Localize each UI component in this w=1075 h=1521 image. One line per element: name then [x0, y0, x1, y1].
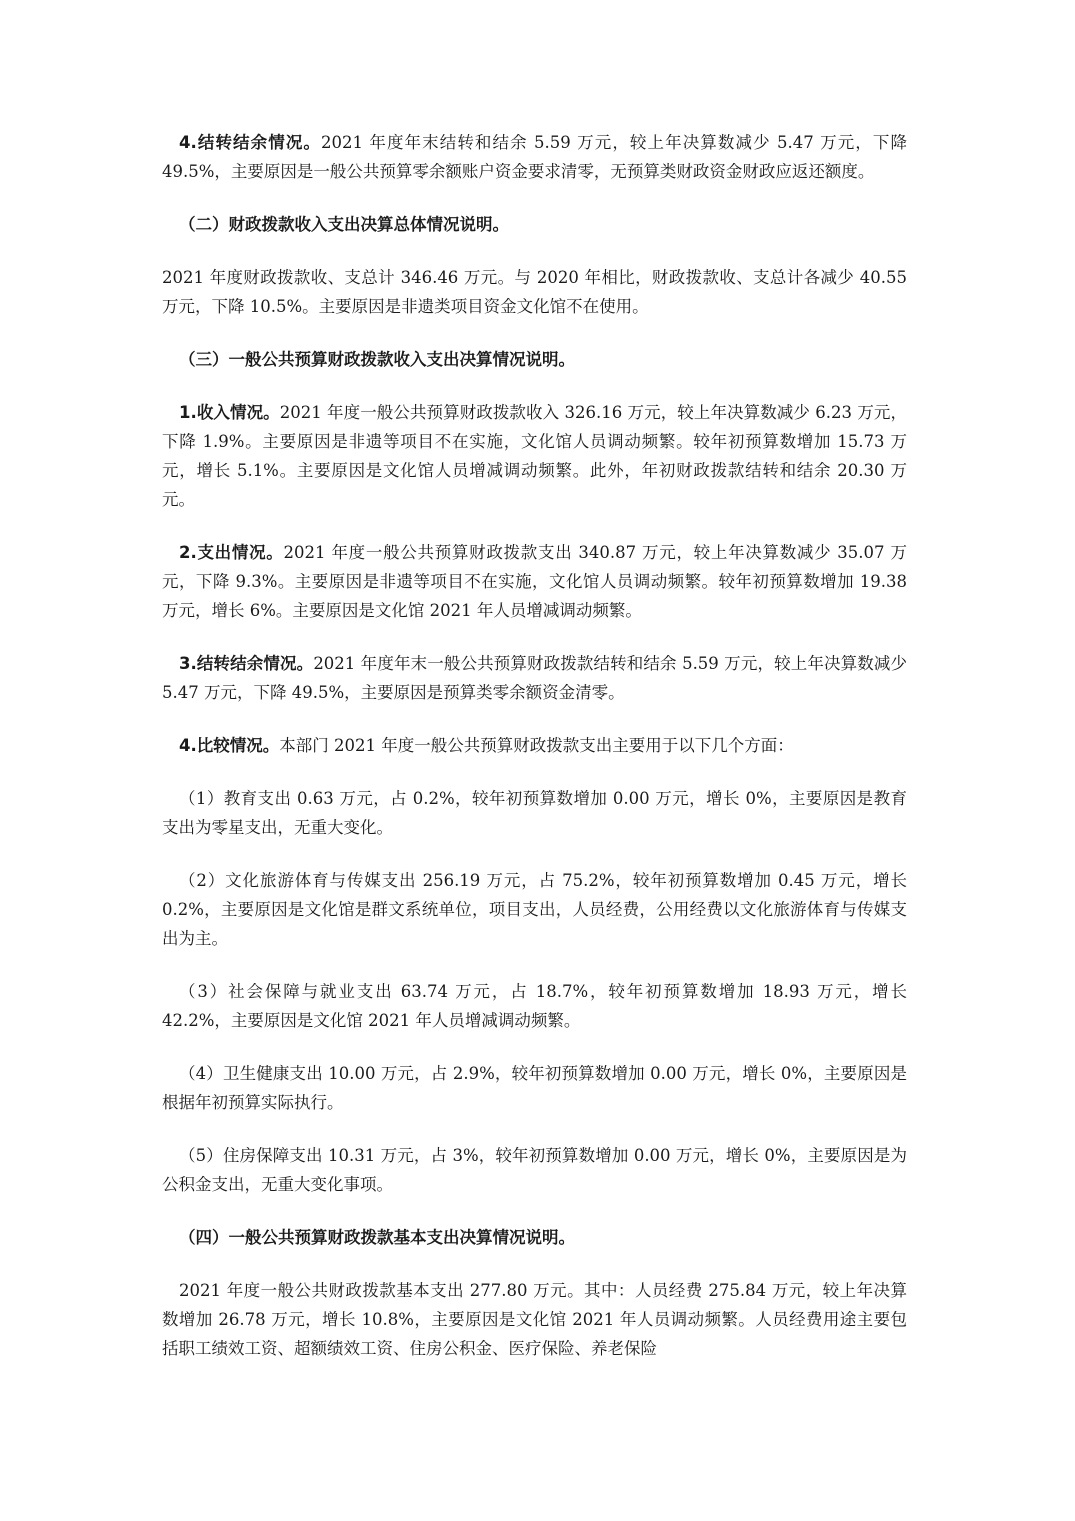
paragraph-text: 2021 年度一般公共财政拨款基本支出 277.80 万元。其中：人员经费 275.84 万元，较上年决算数增加 26.78 万元，增长 10.8%，主要原因是文化馆 2021 年人员调动频繁。人员经费用途主要包括职工绩效工资、超额绩效工资、住房公积金、医疗保险、养老保险: [162, 1281, 907, 1358]
paragraph-income: [162, 398, 907, 514]
paragraph-lead: 4.比较情况。: [179, 736, 280, 755]
section-heading-4: （四）一般公共预算财政拨款基本支出决算情况说明。: [179, 1228, 575, 1247]
paragraph-lead: 4.结转结余情况。: [179, 133, 322, 152]
section-heading-2: （二）财政拨款收入支出决算总体情况说明。: [179, 215, 509, 234]
paragraph-fiscal-overview: [162, 263, 907, 321]
paragraph-lead: 2.支出情况。: [179, 543, 284, 562]
paragraph-text: 2021 年度财政拨款收、支总计 346.46 万元。与 2020 年相比，财政拨款收、支总计各减少 40.55 万元，下降 10.5%。主要原因是非遗类项目资金文化馆不在使用。: [162, 268, 907, 316]
section-heading-3: （三）一般公共预算财政拨款收入支出决算情况说明。: [179, 350, 575, 369]
paragraph-text: 2021 年度年末结转和结余 5.59 万元，较上年决算数减少 5.47 万元，下降 49.5%，主要原因是一般公共预算零余额账户资金要求清零，无预算类财政资金财政应返还额度。: [162, 133, 907, 181]
paragraph-expenditure: [162, 538, 907, 625]
paragraph-text: （2）文化旅游体育与传媒支出 256.19 万元，占 75.2%，较年初预算数增加 0.45 万元，增长 0.2%，主要原因是文化馆是群文系统单位，项目支出，人员经费，公用经费以文化旅游体育与传媒支出为主。: [162, 871, 907, 948]
paragraph-basic-expenditure: [162, 1276, 907, 1363]
paragraph-text: （4）卫生健康支出 10.00 万元，占 2.9%，较年初预算数增加 0.00 万元，增长 0%，主要原因是根据年初预算实际执行。: [162, 1064, 907, 1112]
paragraph-comparison: [162, 731, 907, 760]
paragraph-text: （1）教育支出 0.63 万元，占 0.2%，较年初预算数增加 0.00 万元，增长 0%，主要原因是教育支出为零星支出，无重大变化。: [162, 789, 907, 837]
paragraph-text: （3）社会保障与就业支出 63.74 万元，占 18.7%，较年初预算数增加 18.93 万元，增长 42.2%，主要原因是文化馆 2021 年人员增减调动频繁。: [162, 982, 907, 1030]
paragraph-item-social-security: [162, 977, 907, 1035]
paragraph-text: （5）住房保障支出 10.31 万元，占 3%，较年初预算数增加 0.00 万元，增长 0%，主要原因是为公积金支出，无重大变化事项。: [162, 1146, 907, 1194]
document-page: [162, 128, 907, 1387]
paragraph-lead: 1.收入情况。: [179, 403, 280, 422]
paragraph-item-culture: [162, 866, 907, 953]
paragraph-text: 2021 年度年末一般公共预算财政拨款结转和结余 5.59 万元，较上年决算数减少 5.47 万元，下降 49.5%，主要原因是预算类零余额资金清零。: [162, 654, 908, 702]
paragraph-item-education: [162, 784, 907, 842]
paragraph-text: 本部门 2021 年度一般公共预算财政拨款支出主要用于以下几个方面：: [279, 736, 794, 755]
paragraph-text: 2021 年度一般公共预算财政拨款收入 326.16 万元，较上年决算数减少 6.23 万元，下降 1.9%。主要原因是非遗等项目不在实施，文化馆人员调动频繁。较年初预算数增加 15.73 万元，增长 5.1%。主要原因是文化馆人员增减调动频繁。此外，年初财政拨款结转和结余 20.30 万元。: [162, 403, 907, 509]
paragraph-item-housing: [162, 1141, 907, 1199]
paragraph-carryover: [162, 649, 907, 707]
paragraph-lead: 3.结转结余情况。: [179, 654, 314, 673]
paragraph-carryover-balance: [162, 128, 907, 186]
paragraph-item-health: [162, 1059, 907, 1117]
paragraph-text: 2021 年度一般公共预算财政拨款支出 340.87 万元，较上年决算数减少 35.07 万元，下降 9.3%。主要原因是非遗等项目不在实施，文化馆人员调动频繁。较年初预算数增加 19.38 万元，增长 6%。主要原因是文化馆 2021 年人员增减调动频繁。: [162, 543, 908, 620]
